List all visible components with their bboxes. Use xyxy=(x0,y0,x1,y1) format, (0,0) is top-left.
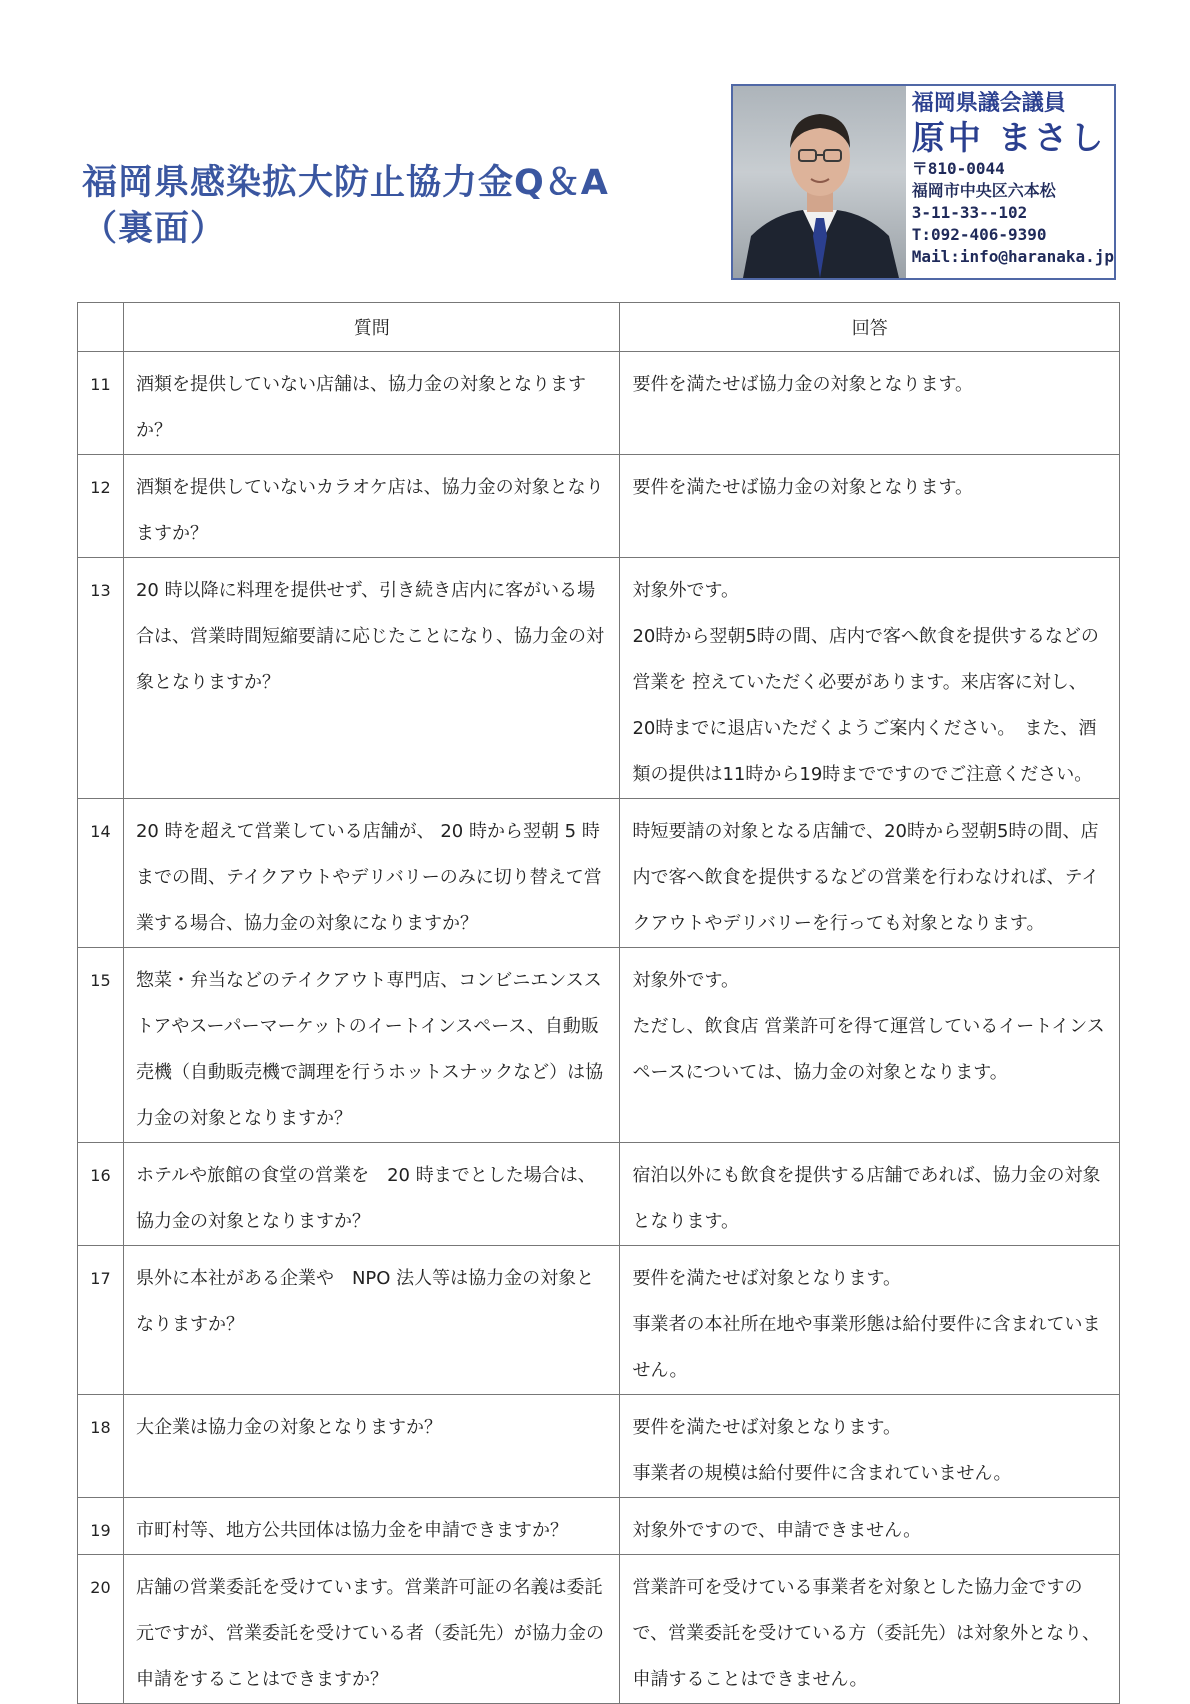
profile-photo xyxy=(733,86,906,278)
page-title xyxy=(82,160,609,252)
qa-row xyxy=(78,455,1120,558)
qa-row-number: 20 xyxy=(78,1555,124,1704)
qa-row xyxy=(78,1143,1120,1246)
qa-answer xyxy=(620,1143,1120,1246)
page-title-line1: 福岡県感染拡大防止協力金Q＆A xyxy=(82,163,609,203)
qa-question: 20 時を超えて営業している店舗が、 20 時から翌朝 5 時までの間、テイクアウトやデリバリーのみに切り替えて営業する場合、協力金の対象になりますか？ xyxy=(123,799,620,948)
qa-row-number: 14 xyxy=(78,799,124,948)
profile-card xyxy=(731,84,1116,280)
qa-answer xyxy=(620,1498,1120,1555)
qa-row xyxy=(78,558,1120,799)
profile-mail[interactable]: Mail:info@haranaka.jp xyxy=(911,247,1114,266)
qa-answer xyxy=(620,1246,1120,1395)
qa-question: 酒類を提供していないカラオケ店は、協力金の対象となりますか？ xyxy=(123,455,620,558)
qa-question: 酒類を提供していない店舗は、協力金の対象となりますか？ xyxy=(123,352,620,455)
qa-answer xyxy=(620,1395,1120,1498)
qa-row xyxy=(78,1498,1120,1555)
qa-answer xyxy=(620,455,1120,558)
qa-row-number: 18 xyxy=(78,1395,124,1498)
qa-row xyxy=(78,799,1120,948)
qa-question: ホテルや旅館の食堂の営業を 20 時までとした場合は、協力金の対象となりますか？ xyxy=(123,1143,620,1246)
header-answer: 回答 xyxy=(620,303,1120,352)
qa-question: 惣菜・弁当などのテイクアウト専門店、コンビニエンスストアやスーパーマーケットのイートインスペース、自動販売機（自動販売機で調理を行うホットスナックなど）は協力金の対象となりますか？ xyxy=(123,948,620,1143)
header-question: 質問 xyxy=(123,303,620,352)
qa-answer-text: 対象外です。 xyxy=(632,580,740,601)
qa-answer-text: 要件を満たせば協力金の対象となります。 xyxy=(632,374,974,395)
qa-question: 店舗の営業委託を受けています。営業許可証の名義は委託元ですが、営業委託を受けている者（委託先）が協力金の申請をすることはできますか？ xyxy=(123,1555,620,1704)
qa-row-number: 19 xyxy=(78,1498,124,1555)
profile-info xyxy=(906,86,1114,278)
qa-row xyxy=(78,1246,1120,1395)
header-num xyxy=(78,303,124,352)
qa-row-number: 15 xyxy=(78,948,124,1143)
page-title-line2: （裏面） xyxy=(82,209,227,249)
qa-answer-text: 対象外ですので、申請できません。 xyxy=(632,1520,922,1541)
qa-row xyxy=(78,1555,1120,1704)
profile-name: 原中 まさし xyxy=(911,118,1107,157)
qa-row-number: 12 xyxy=(78,455,124,558)
qa-answer-text: 事業者の規模は給付要件に含まれていません。 xyxy=(632,1463,1012,1484)
qa-row-number: 13 xyxy=(78,558,124,799)
qa-answer xyxy=(620,558,1120,799)
qa-row-number: 16 xyxy=(78,1143,124,1246)
qa-row-number: 17 xyxy=(78,1246,124,1395)
qa-question: 市町村等、地方公共団体は協力金を申請できますか？ xyxy=(123,1498,620,1555)
qa-answer-text: 要件を満たせば対象となります。 xyxy=(632,1268,902,1289)
qa-answer xyxy=(620,799,1120,948)
qa-answer-text: 要件を満たせば協力金の対象となります。 xyxy=(632,477,974,498)
qa-answer xyxy=(620,948,1120,1143)
profile-tel: T:092-406-9390 xyxy=(911,225,1047,244)
qa-answer-text: 時短要請の対象となる店舗で、20時から翌朝5時の間、店内で客へ飲食を提供するなどの営業を行わなければ、テイクアウトやデリバリーを行っても対象となります。 xyxy=(632,821,1100,934)
qa-row xyxy=(78,1395,1120,1498)
qa-question: 大企業は協力金の対象となりますか？ xyxy=(123,1395,620,1498)
qa-question: 20 時以降に料理を提供せず、引き続き店内に客がいる場合は、営業時間短縮要請に応じたことになり、協力金の対象となりますか？ xyxy=(123,558,620,799)
profile-postal: 〒810-0044 xyxy=(911,159,1005,178)
profile-address2: 3-11-33--102 xyxy=(911,203,1028,222)
qa-answer xyxy=(620,1555,1120,1704)
qa-row-number: 11 xyxy=(78,352,124,455)
qa-answer-text: 対象外です。 xyxy=(632,970,740,991)
qa-answer-text: 20時から翌朝5時の間、店内で客へ飲食を提供するなどの営業を 控えていただく必要があります。来店客に対し、20時までに退店いただくようご案内ください。 また、酒類の提供は11時から19時までですのでご注意ください。 xyxy=(632,626,1099,785)
qa-row xyxy=(78,948,1120,1143)
qa-header-row xyxy=(78,303,1120,352)
qa-answer-text: 宿泊以外にも飲食を提供する店舗であれば、協力金の対象となります。 xyxy=(632,1165,1101,1232)
qa-question: 県外に本社がある企業や NPO 法人等は協力金の対象となりますか？ xyxy=(123,1246,620,1395)
qa-answer-text: ただし、飲食店 営業許可を得て運営しているイートインスペースについては、協力金の対象となります。 xyxy=(632,1016,1105,1083)
qa-table xyxy=(77,302,1120,1704)
qa-answer-text: 要件を満たせば対象となります。 xyxy=(632,1417,902,1438)
qa-answer xyxy=(620,352,1120,455)
qa-answer-text: 事業者の本社所在地や事業形態は給付要件に含まれていません。 xyxy=(632,1314,1101,1381)
qa-row xyxy=(78,352,1120,455)
profile-address: 福岡市中央区六本松 xyxy=(911,181,1056,200)
qa-answer-text: 営業許可を受けている事業者を対象とした協力金ですので、営業委託を受けている方（委託先）は対象外となり、申請することはできません。 xyxy=(632,1577,1101,1690)
profile-role: 福岡県議会議員 xyxy=(911,91,1066,116)
